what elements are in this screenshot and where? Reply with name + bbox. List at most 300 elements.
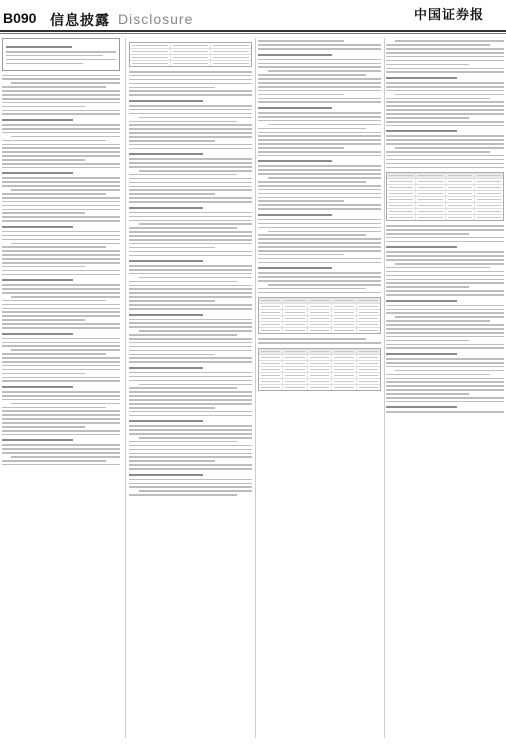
text-line (258, 59, 381, 61)
text-line (2, 426, 85, 428)
text-line (129, 255, 252, 257)
text-line (386, 271, 504, 273)
header-rule-thin (0, 33, 506, 34)
text-line (386, 125, 504, 127)
text-line (129, 411, 252, 413)
newspaper-masthead: 中国证券报 (413, 8, 484, 23)
column-body (386, 225, 504, 413)
text-line (129, 251, 252, 253)
text-line (395, 40, 504, 42)
text-line (2, 205, 120, 207)
text-line (2, 338, 120, 340)
text-line (2, 444, 120, 446)
text-line (2, 113, 120, 115)
text-line (2, 279, 73, 281)
text-line (129, 441, 237, 443)
text-line (258, 147, 344, 149)
text-line (129, 380, 252, 382)
text-line (2, 163, 120, 165)
text-line (129, 357, 252, 359)
text-line (2, 147, 120, 149)
text-line (129, 265, 252, 267)
text-line (258, 276, 381, 278)
text-line (258, 342, 381, 344)
text-line (258, 208, 381, 210)
text-line (139, 170, 252, 172)
text-line (129, 403, 252, 405)
text-line (386, 71, 504, 73)
text-line (386, 406, 457, 408)
text-line (2, 106, 85, 108)
text-line (129, 468, 252, 470)
text-line (258, 189, 381, 191)
text-line (139, 437, 252, 439)
text-line (258, 193, 381, 195)
text-line (2, 448, 120, 450)
text-line (2, 327, 120, 329)
text-line (258, 214, 332, 216)
text-line (2, 128, 120, 130)
text-line (129, 433, 252, 435)
text-line (386, 241, 504, 243)
text-line (129, 281, 237, 283)
text-line (258, 151, 381, 153)
text-line (386, 113, 504, 115)
text-line (2, 250, 120, 252)
text-line (2, 94, 120, 96)
text-line (386, 347, 504, 349)
column-divider (384, 38, 385, 738)
section-title-en: Disclosure (118, 11, 194, 27)
text-line (129, 269, 252, 271)
text-line (258, 185, 381, 187)
text-line (386, 82, 504, 84)
text-line (386, 135, 504, 137)
text-line (386, 139, 504, 141)
text-line (2, 361, 120, 363)
text-line (6, 59, 116, 61)
text-line (129, 227, 237, 229)
text-line (386, 300, 457, 302)
text-line (258, 262, 381, 264)
text-line (2, 155, 120, 157)
text-line (2, 288, 120, 290)
text-line (395, 370, 504, 372)
text-line (258, 74, 366, 76)
text-line (386, 324, 504, 326)
text-line (258, 107, 332, 109)
text-line (386, 305, 504, 307)
text-line (386, 155, 504, 157)
text-line (2, 460, 106, 462)
text-line (2, 410, 120, 412)
text-line (6, 51, 116, 53)
text-line (258, 223, 381, 225)
text-line (129, 296, 252, 298)
text-line (129, 87, 215, 89)
text-line (129, 239, 252, 241)
text-line (386, 332, 504, 334)
text-line (2, 75, 120, 77)
text-line (129, 201, 252, 203)
text-line (129, 322, 252, 324)
text-line (386, 246, 457, 248)
text-line (11, 403, 120, 405)
text-line (386, 44, 490, 46)
text-line (129, 326, 252, 328)
text-line (129, 304, 252, 306)
text-line (268, 284, 381, 286)
text-line (129, 367, 203, 369)
text-line (258, 254, 344, 256)
text-line (386, 163, 504, 165)
text-line (129, 350, 252, 352)
text-line (386, 229, 504, 231)
text-line (258, 44, 381, 46)
text-line (139, 330, 252, 332)
text-line (129, 166, 252, 168)
text-line (386, 340, 469, 342)
text-line (2, 353, 106, 355)
text-line (129, 231, 252, 233)
header-rule (0, 30, 506, 32)
text-line (129, 128, 252, 130)
page-number: B090 (3, 10, 37, 26)
text-line (129, 182, 252, 184)
data-table (129, 42, 252, 67)
text-line (2, 439, 73, 441)
section-title: 信息披露 (50, 13, 110, 29)
text-line (2, 197, 120, 199)
text-line (2, 422, 120, 424)
text-line (129, 273, 252, 275)
text-line (2, 357, 120, 359)
text-line (129, 395, 252, 397)
text-line (386, 237, 504, 239)
text-line (129, 494, 237, 496)
text-line (386, 267, 490, 269)
text-line (2, 345, 120, 347)
text-line (2, 159, 85, 161)
text-line (386, 52, 504, 54)
text-line (258, 242, 381, 244)
text-line (2, 172, 73, 174)
text-line (139, 117, 252, 119)
text-line (129, 140, 215, 142)
text-line (139, 384, 252, 386)
text-line (386, 381, 504, 383)
page-header (0, 0, 506, 32)
text-line (2, 231, 120, 233)
text-line (386, 320, 490, 322)
text-line (258, 120, 381, 122)
text-line (386, 48, 504, 50)
text-line (386, 167, 504, 169)
text-line (6, 55, 103, 57)
text-line (2, 395, 120, 397)
text-line (386, 358, 504, 360)
text-line (2, 323, 120, 325)
text-line (2, 185, 120, 187)
text-line (129, 207, 203, 209)
text-line (386, 159, 504, 161)
text-line (386, 64, 469, 66)
text-line (258, 165, 381, 167)
column-1 (2, 38, 120, 738)
text-line (129, 334, 237, 336)
text-line (258, 78, 381, 80)
text-line (258, 169, 381, 171)
text-line (129, 445, 252, 447)
text-line (386, 282, 504, 284)
text-line (395, 316, 504, 318)
column-3 (258, 38, 381, 738)
text-line (129, 148, 252, 150)
text-line (129, 121, 237, 123)
text-line (129, 479, 252, 481)
text-line (129, 456, 252, 458)
text-line (2, 377, 120, 379)
text-line (129, 300, 215, 302)
text-line (386, 225, 504, 227)
text-line (2, 151, 120, 153)
text-line (2, 177, 120, 179)
text-line (129, 174, 237, 176)
text-line (2, 262, 120, 264)
text-line (2, 274, 120, 276)
text-line (258, 143, 381, 145)
text-line (386, 328, 504, 330)
text-line (258, 227, 381, 229)
text-line (129, 94, 252, 96)
text-line (2, 209, 120, 211)
text-line (2, 315, 120, 317)
text-line (2, 266, 85, 268)
text-line (258, 101, 381, 103)
text-line (386, 353, 457, 355)
text-line (129, 308, 252, 310)
text-line (11, 296, 120, 298)
text-line (2, 380, 120, 382)
text-line (129, 288, 252, 290)
text-line (258, 94, 344, 96)
text-line (386, 309, 504, 311)
text-line (258, 98, 381, 100)
column-body (2, 75, 120, 466)
text-line (129, 136, 252, 138)
text-line (258, 160, 332, 162)
text-line (2, 369, 120, 371)
text-line (129, 79, 252, 81)
text-line (129, 285, 252, 287)
text-line (386, 411, 504, 413)
text-line (258, 292, 381, 294)
text-line (2, 102, 120, 104)
text-line (129, 420, 203, 422)
column-divider (255, 38, 256, 738)
text-line (129, 132, 252, 134)
text-line (395, 147, 504, 149)
text-line (129, 90, 252, 92)
text-line (258, 246, 381, 248)
text-line (2, 319, 85, 321)
text-line (129, 75, 252, 77)
text-line (2, 414, 120, 416)
text-line (386, 286, 469, 288)
text-line (11, 456, 120, 458)
text-line (386, 366, 504, 368)
text-line (2, 235, 120, 237)
text-line (129, 486, 252, 488)
text-line (258, 128, 366, 130)
text-line (2, 399, 120, 401)
text-line (129, 144, 252, 146)
text-line (2, 464, 120, 466)
text-line (258, 238, 381, 240)
text-line (2, 311, 120, 313)
text-line (2, 144, 120, 146)
text-line (386, 378, 504, 380)
text-line (386, 389, 504, 391)
text-line (386, 86, 504, 88)
text-line (2, 216, 120, 218)
text-line (2, 239, 120, 241)
text-line (386, 101, 504, 103)
text-line (129, 387, 237, 389)
text-line (258, 132, 381, 134)
text-line (2, 304, 120, 306)
text-line (139, 490, 252, 492)
text-line (386, 121, 504, 123)
text-line (2, 212, 85, 214)
text-line (2, 386, 73, 388)
text-line (129, 415, 252, 417)
text-line (139, 277, 252, 279)
text-line (6, 63, 83, 65)
text-line (139, 223, 252, 225)
text-line (258, 280, 381, 282)
text-line (11, 136, 120, 138)
text-line (386, 255, 504, 257)
text-line (386, 77, 457, 79)
text-line (129, 361, 252, 363)
text-line (386, 109, 504, 111)
text-line (386, 312, 504, 314)
text-line (258, 90, 381, 92)
text-line (2, 124, 120, 126)
column-body (129, 71, 252, 496)
text-line (129, 391, 252, 393)
text-line (386, 401, 504, 403)
text-line (129, 216, 252, 218)
text-line (129, 342, 252, 344)
text-line (258, 219, 381, 221)
text-line (386, 275, 504, 277)
text-line (129, 338, 252, 340)
text-line (2, 342, 120, 344)
text-line (2, 201, 120, 203)
text-line (386, 385, 504, 387)
text-line (268, 231, 381, 233)
text-line (2, 434, 120, 436)
text-line (258, 288, 366, 290)
text-line (129, 483, 252, 485)
text-line (129, 247, 215, 249)
text-line (2, 98, 120, 100)
text-line (129, 158, 252, 160)
text-line (129, 243, 252, 245)
text-line (386, 374, 490, 376)
text-line (258, 338, 366, 340)
text-line (386, 251, 504, 253)
text-line (258, 139, 381, 141)
text-line (129, 100, 203, 102)
text-line (258, 258, 381, 260)
text-line (386, 294, 504, 296)
text-line (386, 233, 469, 235)
text-line (258, 112, 381, 114)
text-line (11, 189, 120, 191)
text-line (386, 117, 469, 119)
text-line (129, 399, 252, 401)
text-line (2, 391, 120, 393)
column-2 (129, 38, 252, 738)
text-line (129, 376, 252, 378)
text-line (2, 110, 120, 112)
text-line (2, 119, 73, 121)
text-line (129, 425, 252, 427)
text-line (258, 272, 381, 274)
text-line (258, 116, 381, 118)
text-line (258, 234, 366, 236)
text-line (2, 300, 106, 302)
text-line (2, 254, 120, 256)
text-line (2, 452, 120, 454)
text-line (268, 70, 381, 72)
text-line (258, 250, 381, 252)
text-line (2, 292, 120, 294)
text-line (386, 393, 469, 395)
text-line (386, 151, 490, 153)
text-line (2, 308, 120, 310)
text-line (258, 197, 381, 199)
text-line (11, 349, 120, 351)
text-line (129, 153, 203, 155)
text-line (129, 113, 252, 115)
text-line (258, 155, 381, 157)
text-line (2, 333, 73, 335)
text-line (129, 235, 252, 237)
text-line (129, 460, 215, 462)
text-line (386, 290, 504, 292)
text-line (11, 243, 120, 245)
text-line (258, 63, 381, 65)
text-line (2, 430, 120, 432)
text-line (386, 56, 504, 58)
text-line (129, 71, 252, 73)
column-body (258, 40, 381, 293)
text-line (129, 109, 252, 111)
text-line (386, 143, 504, 145)
text-line (386, 130, 457, 132)
text-line (258, 54, 332, 56)
text-line (129, 260, 203, 262)
text-line (395, 263, 504, 265)
column-4 (386, 38, 504, 738)
text-line (129, 124, 252, 126)
text-line (129, 464, 252, 466)
text-line (129, 314, 203, 316)
